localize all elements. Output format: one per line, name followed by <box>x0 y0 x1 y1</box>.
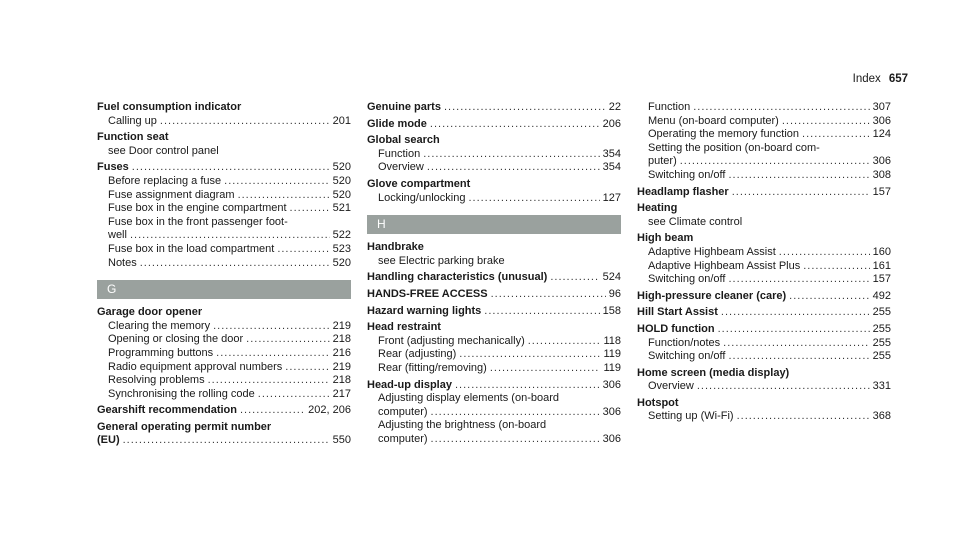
index-entry <box>97 421 351 448</box>
index-subentry[interactable]: Menu (on-board computer) ..... 306 <box>637 115 891 129</box>
index-entry-link[interactable]: Headlamp flasher ..... 157 <box>637 186 891 200</box>
index-subentry[interactable]: Operating the memory function ..... 124 <box>637 128 891 142</box>
index-subentry[interactable]: Setting up (Wi-Fi) ..... 368 <box>637 410 891 424</box>
index-subentry[interactable]: Notes ..... 520 <box>97 257 351 271</box>
cross-reference: see Climate control <box>648 215 743 228</box>
index-entry <box>637 202 891 229</box>
index-subentry-line: Setting the position (on-board com- <box>648 141 820 154</box>
index-entry-link[interactable]: Hill Start Assist ..... 255 <box>637 306 891 320</box>
index-entry <box>637 367 891 394</box>
entry-title: Hotspot <box>637 396 679 409</box>
index-subentry[interactable]: Rear (adjusting) ..... 119 <box>367 348 621 362</box>
index-subentry[interactable]: Calling up ..... 201 <box>97 115 351 129</box>
index-entry <box>637 290 891 304</box>
index-subentry[interactable]: Programming buttons ..... 216 <box>97 347 351 361</box>
index-entry-link[interactable]: HANDS-FREE ACCESS ..... 96 <box>367 288 621 302</box>
letter-heading-g: G <box>97 280 351 299</box>
index-entry-link[interactable]: (EU) ..... 550 <box>97 434 351 448</box>
index-entry-link[interactable]: Hazard warning lights ..... 158 <box>367 305 621 319</box>
entry-title: Home screen (media display) <box>637 366 790 379</box>
index-subentry[interactable]: Rear (fitting/removing) ..... 119 <box>367 362 621 376</box>
index-entry <box>637 232 891 286</box>
entry-title: Global search <box>367 134 440 147</box>
index-entry <box>367 118 621 132</box>
index-subentry-line: Fuse box in the front passenger foot- <box>108 215 288 228</box>
index-column-2 <box>367 101 621 449</box>
entry-title: High beam <box>637 232 694 245</box>
index-entry <box>637 397 891 424</box>
index-subentry[interactable]: Adaptive Highbeam Assist ..... 160 <box>637 246 891 260</box>
index-entry-link[interactable]: Head-up display ..... 306 <box>367 379 621 393</box>
index-entry <box>367 271 621 285</box>
entry-title: Fuel consumption indicator <box>97 101 242 113</box>
index-entry <box>367 178 621 205</box>
index-subentry[interactable]: Overview ..... 354 <box>367 161 621 175</box>
index-subentry[interactable]: Switching on/off ..... 308 <box>637 169 891 183</box>
index-entry <box>367 305 621 319</box>
index-entry <box>637 186 891 200</box>
entry-title: Handbrake <box>367 241 424 254</box>
index-entry-link[interactable]: High-pressure cleaner (care) ..... 492 <box>637 290 891 304</box>
index-subentry[interactable]: Resolving problems ..... 218 <box>97 374 351 388</box>
index-subentry[interactable]: Radio equipment approval numbers ..... 219 <box>97 361 351 375</box>
index-subentry[interactable]: Clearing the memory ..... 219 <box>97 320 351 334</box>
index-entry-continued <box>637 101 891 183</box>
page-header <box>853 73 908 85</box>
cross-reference: see Door control panel <box>108 144 219 157</box>
index-subentry[interactable]: Switching on/off ..... 157 <box>637 273 891 287</box>
index-subentry[interactable]: Fuse box in the load compartment ..... 523 <box>97 243 351 257</box>
index-subentry[interactable]: Function ..... 307 <box>637 101 891 115</box>
index-entry <box>637 306 891 320</box>
index-entry <box>637 323 891 364</box>
index-entry <box>97 404 351 418</box>
index-subentry[interactable]: Before replacing a fuse ..... 520 <box>97 175 351 189</box>
index-entry-link[interactable]: Handling characteristics (unusual) ..... 524 <box>367 271 621 285</box>
index-subentry[interactable]: Synchronising the rolling code ..... 217 <box>97 388 351 402</box>
index-subentry-line: Adjusting display elements (on-board <box>378 392 559 405</box>
index-subentry[interactable]: Overview ..... 331 <box>637 380 891 394</box>
index-entry <box>367 101 621 115</box>
index-subentry[interactable]: computer) ..... 306 <box>367 406 621 420</box>
index-entry <box>97 306 351 401</box>
index-subentry[interactable]: Opening or closing the door ..... 218 <box>97 333 351 347</box>
index-entry <box>97 101 351 128</box>
index-subentry[interactable]: Locking/unlocking ..... 127 <box>367 192 621 206</box>
entry-title: Heating <box>637 202 678 215</box>
section-name: Index <box>852 73 881 85</box>
cross-reference: see Electric parking brake <box>378 254 505 267</box>
index-entry-link[interactable]: Glide mode ..... 206 <box>367 118 621 132</box>
index-subentry[interactable]: Front (adjusting mechanically) ..... 118 <box>367 335 621 349</box>
index-subentry[interactable]: puter) ..... 306 <box>637 155 891 169</box>
index-entry <box>367 241 621 268</box>
index-entry <box>367 321 621 375</box>
index-subentry-line: Adjusting the brightness (on-board <box>378 419 547 432</box>
index-entry <box>97 161 351 270</box>
index-subentry[interactable]: well ..... 522 <box>97 229 351 243</box>
entry-title: Glove compartment <box>367 177 471 190</box>
index-entry-link[interactable]: Fuses ..... 520 <box>97 161 351 175</box>
entry-title: Function seat <box>97 131 169 144</box>
entry-title: Head restraint <box>367 321 441 334</box>
index-entry <box>367 379 621 447</box>
index-entry-link[interactable]: Gearshift recommendation ..... 202, 206 <box>97 404 351 418</box>
page-ref: 201 <box>332 114 351 127</box>
index-entry-link[interactable]: HOLD function ..... 255 <box>637 323 891 337</box>
index-subentry[interactable]: Function/notes ..... 255 <box>637 337 891 351</box>
index-entry <box>367 134 621 175</box>
index-subentry[interactable]: Adaptive Highbeam Assist Plus ..... 161 <box>637 260 891 274</box>
index-subentry[interactable]: computer) ..... 306 <box>367 433 621 447</box>
index-subentry[interactable]: Fuse box in the engine compartment ..... 521 <box>97 202 351 216</box>
index-column-1 <box>97 101 351 451</box>
page-number: 657 <box>888 73 908 85</box>
index-entry-link[interactable]: Genuine parts ..... 22 <box>367 101 621 115</box>
index-entry <box>367 288 621 302</box>
entry-title: Garage door opener <box>97 306 203 319</box>
letter-heading-h: H <box>367 215 621 234</box>
index-subentry[interactable]: Switching on/off ..... 255 <box>637 350 891 364</box>
index-subentry[interactable]: Function ..... 354 <box>367 148 621 162</box>
index-column-3 <box>637 101 891 427</box>
index-entry <box>97 131 351 158</box>
entry-title: General operating permit number <box>97 420 272 433</box>
index-subentry[interactable]: Fuse assignment diagram ..... 520 <box>97 189 351 203</box>
